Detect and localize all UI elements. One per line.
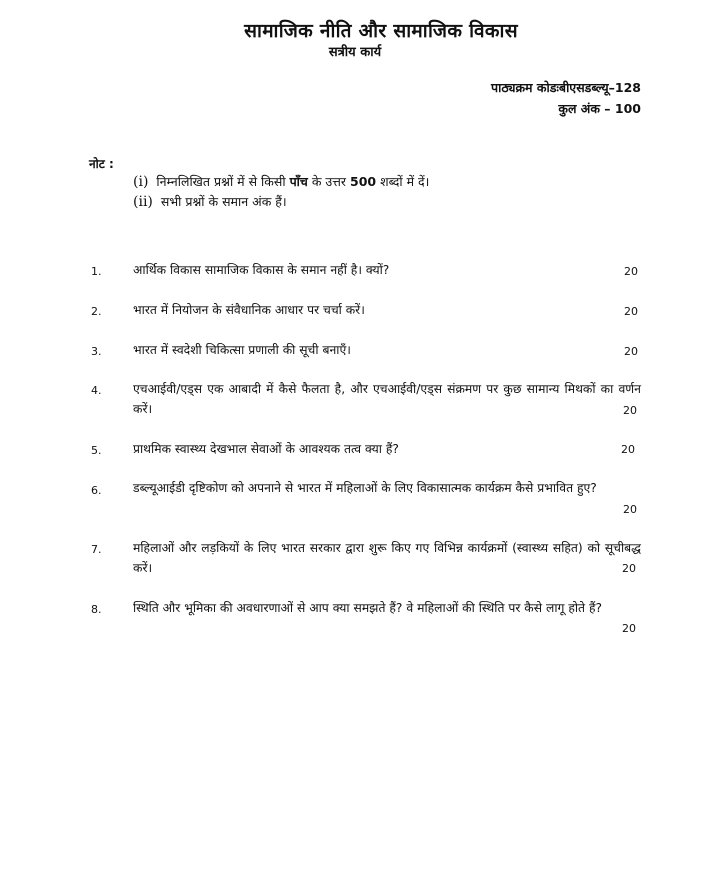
total-marks: कुल अंक – 100 (558, 101, 641, 116)
note-label: नोट : (89, 157, 114, 171)
note-item-2 (133, 193, 287, 210)
note-item-2-roman: (ii) (133, 194, 153, 210)
question-4-number: 4. (91, 384, 102, 397)
note-item-1 (133, 173, 429, 190)
note-item-1-text-before: निम्नलिखित प्रश्नों में से किसी (156, 174, 286, 189)
course-code: पाठ्यक्रम कोडःबीएसडब्ल्यू–128 (491, 80, 641, 95)
question-1-text: आर्थिक विकास सामाजिक विकास के समान नहीं है। क्यों? (133, 263, 390, 277)
question-1-number: 1. (91, 265, 102, 278)
question-6-number: 6. (91, 484, 102, 497)
question-6-text: डब्ल्यूआईडी दृष्टिकोण को अपनाने से भारत में महिलाओं के लिए विकासात्मक कार्यक्रम कैसे प्रभावित हुए? (133, 481, 597, 495)
question-7-number: 7. (91, 543, 102, 556)
note-item-1-bold-number: 500 (350, 174, 377, 189)
question-2-marks: 20 (624, 305, 638, 318)
question-3-number: 3. (91, 345, 102, 358)
question-7-text: महिलाओं और लड़कियों के लिए भारत सरकार द्वारा शुरू किए गए विभिन्न कार्यक्रमों (स्वास्थ्य सहित) को सूचीबद्ध करें। (133, 541, 641, 575)
question-8-marks: 20 (622, 622, 636, 635)
question-1-marks: 20 (624, 265, 638, 278)
question-4-marks: 20 (623, 404, 637, 417)
document-subtitle: सत्रीय कार्य (328, 45, 382, 60)
note-item-1-text-after: शब्दों में दें। (380, 174, 430, 189)
question-8-number: 8. (91, 603, 102, 616)
note-item-1-roman: (i) (133, 174, 149, 190)
question-2-text: भारत में नियोजन के संवैधानिक आधार पर चर्चा करें। (133, 303, 365, 317)
question-3-text: भारत में स्वदेशी चिकित्सा प्रणाली की सूची बनाएँ। (133, 343, 351, 357)
note-item-2-text: सभी प्रश्नों के समान अंक हैं। (160, 194, 287, 209)
question-5-text: प्राथमिक स्वास्थ्य देखभाल सेवाओं के आवश्यक तत्व क्या हैं? (133, 442, 399, 456)
question-5-number: 5. (91, 444, 102, 457)
question-7-marks: 20 (622, 562, 636, 575)
note-item-1-text-middle: के उत्तर (311, 174, 347, 189)
note-item-1-bold-word: पाँच (289, 174, 308, 189)
question-2-number: 2. (91, 305, 102, 318)
question-3-marks: 20 (624, 345, 638, 358)
document-title: सामाजिक नीति और सामाजिक विकास (244, 20, 518, 42)
question-5-marks: 20 (621, 443, 635, 456)
question-6-marks: 20 (623, 503, 637, 516)
question-8-text: स्थिति और भूमिका की अवधारणाओं से आप क्या समझते हैं? वे महिलाओं की स्थिति पर कैसे लागू होते हैं? (133, 601, 603, 615)
question-4-text: एचआईवी/एड्स एक आबादी में कैसे फैलता है, और एचआईवी/एड्स संक्रमण पर कुछ सामान्य मिथकों का वर्णन करें। (133, 382, 641, 416)
